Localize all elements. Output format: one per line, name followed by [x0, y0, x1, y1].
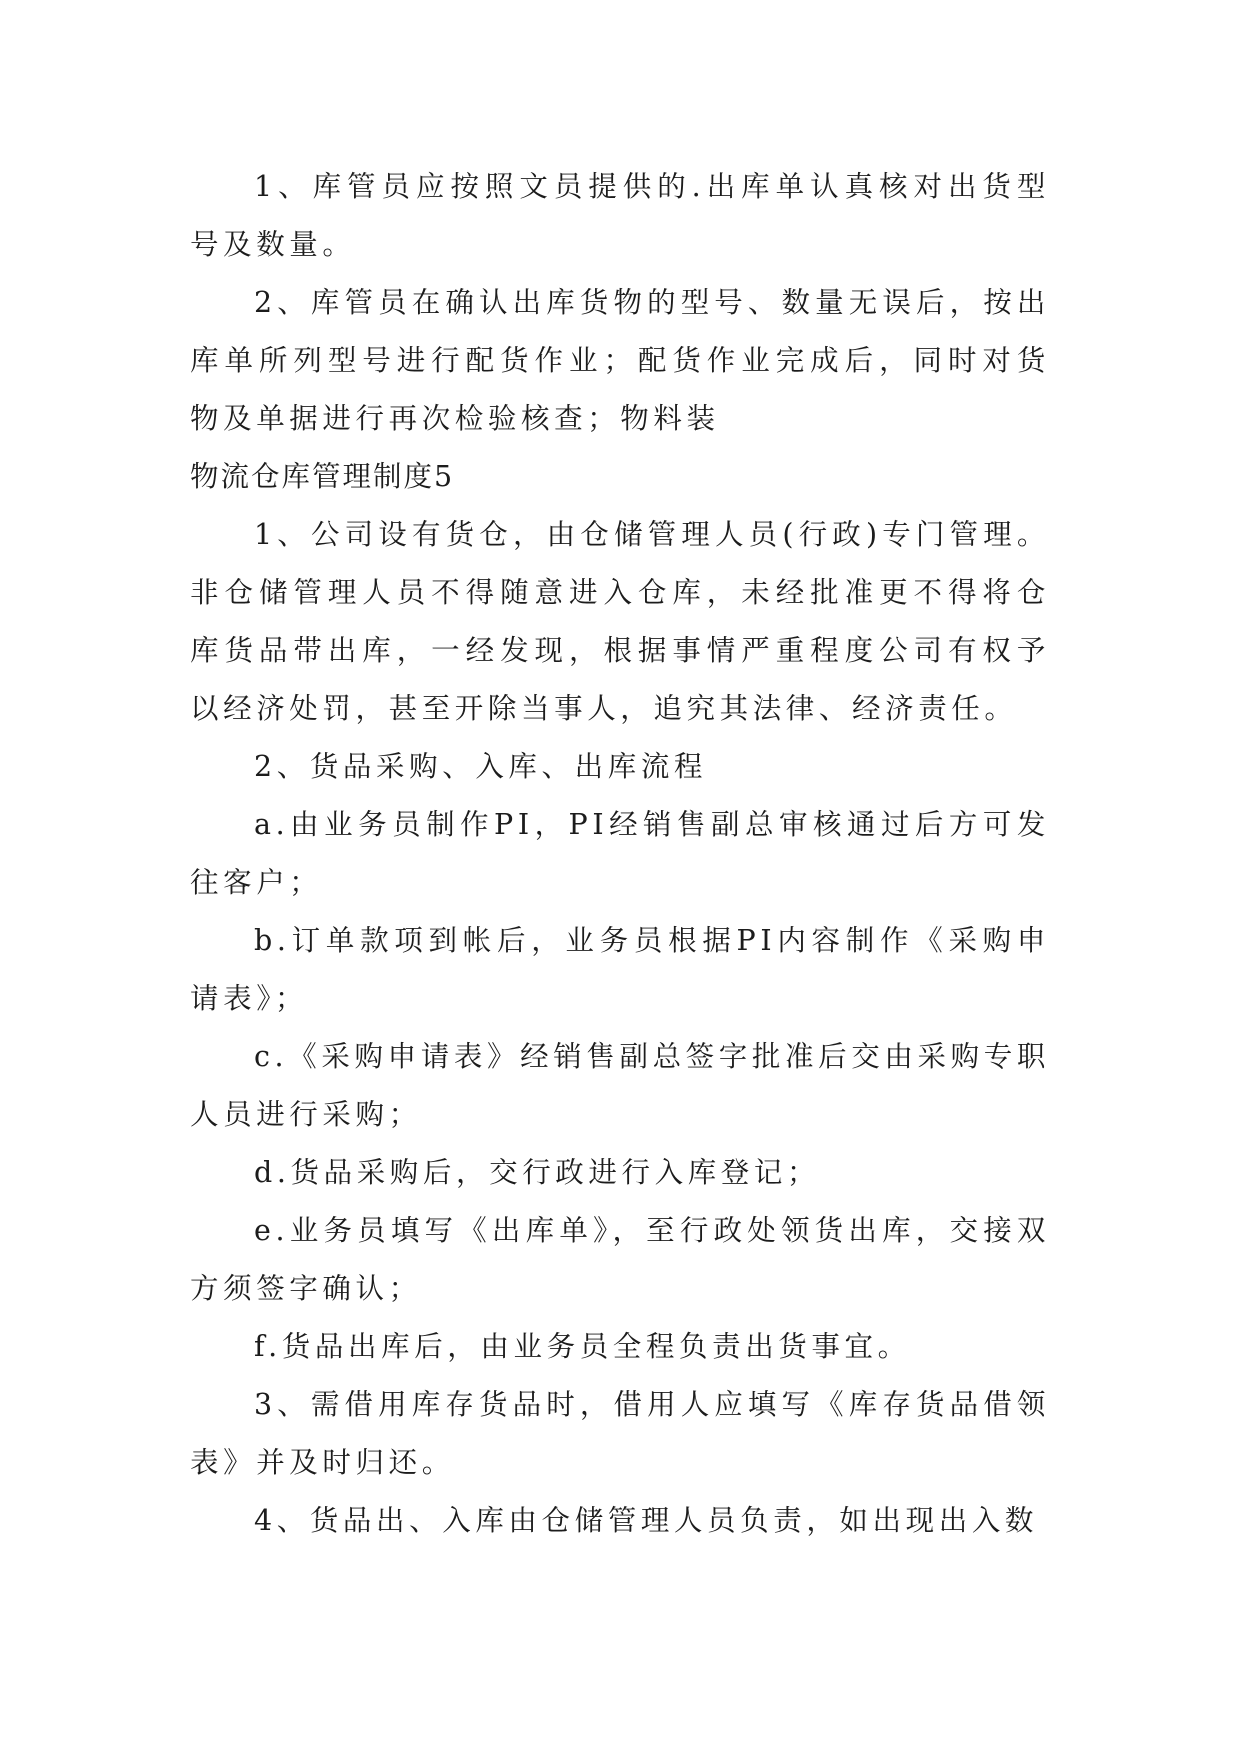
paragraph-step-b: b.订单款项到帐后，业务员根据PI内容制作《采购申请表》； [190, 924, 1050, 1015]
paragraph-process-title: 2、货品采购、入库、出库流程 [254, 750, 708, 783]
paragraph-step-e: e.业务员填写《出库单》，至行政处领货出库，交接双方须签字确认； [190, 1214, 1050, 1305]
paragraph-warehouse-rule: 1、公司设有货仓，由仓储管理人员(行政)专门管理。非仓储管理人员不得随意进入仓库，未经批准更不得将仓库货品带出库，一经发现，根据事情严重程度公司有权予以经济处罚，甚至开除当事人，追究其法律、经济责任。 [190, 518, 1050, 725]
paragraph-outbound-check: 1、库管员应按照文员提供的.出库单认真核对出货型号及数量。 [190, 170, 1050, 261]
section-title: 物流仓库管理制度5 [190, 460, 455, 493]
paragraph-picking: 2、库管员在确认出库货物的型号、数量无误后，按出库单所列型号进行配货作业；配货作业完成后，同时对货物及单据进行再次检验核查；物料装 [190, 286, 1050, 435]
paragraph-step-a: a.由业务员制作PI，PI经销售副总审核通过后方可发往客户； [190, 808, 1050, 899]
document-page [190, 158, 1050, 1550]
paragraph-step-f: f.货品出库后，由业务员全程负责出货事宜。 [254, 1330, 911, 1363]
paragraph-borrowing: 3、需借用库存货品时，借用人应填写《库存货品借领表》并及时归还。 [190, 1388, 1050, 1479]
paragraph-step-d: d.货品采购后，交行政进行入库登记； [254, 1156, 821, 1189]
paragraph-step-c: c.《采购申请表》经销售副总签字批准后交由采购专职人员进行采购； [190, 1040, 1050, 1131]
paragraph-responsibility: 4、货品出、入库由仓储管理人员负责，如出现出入数 [254, 1504, 1039, 1537]
